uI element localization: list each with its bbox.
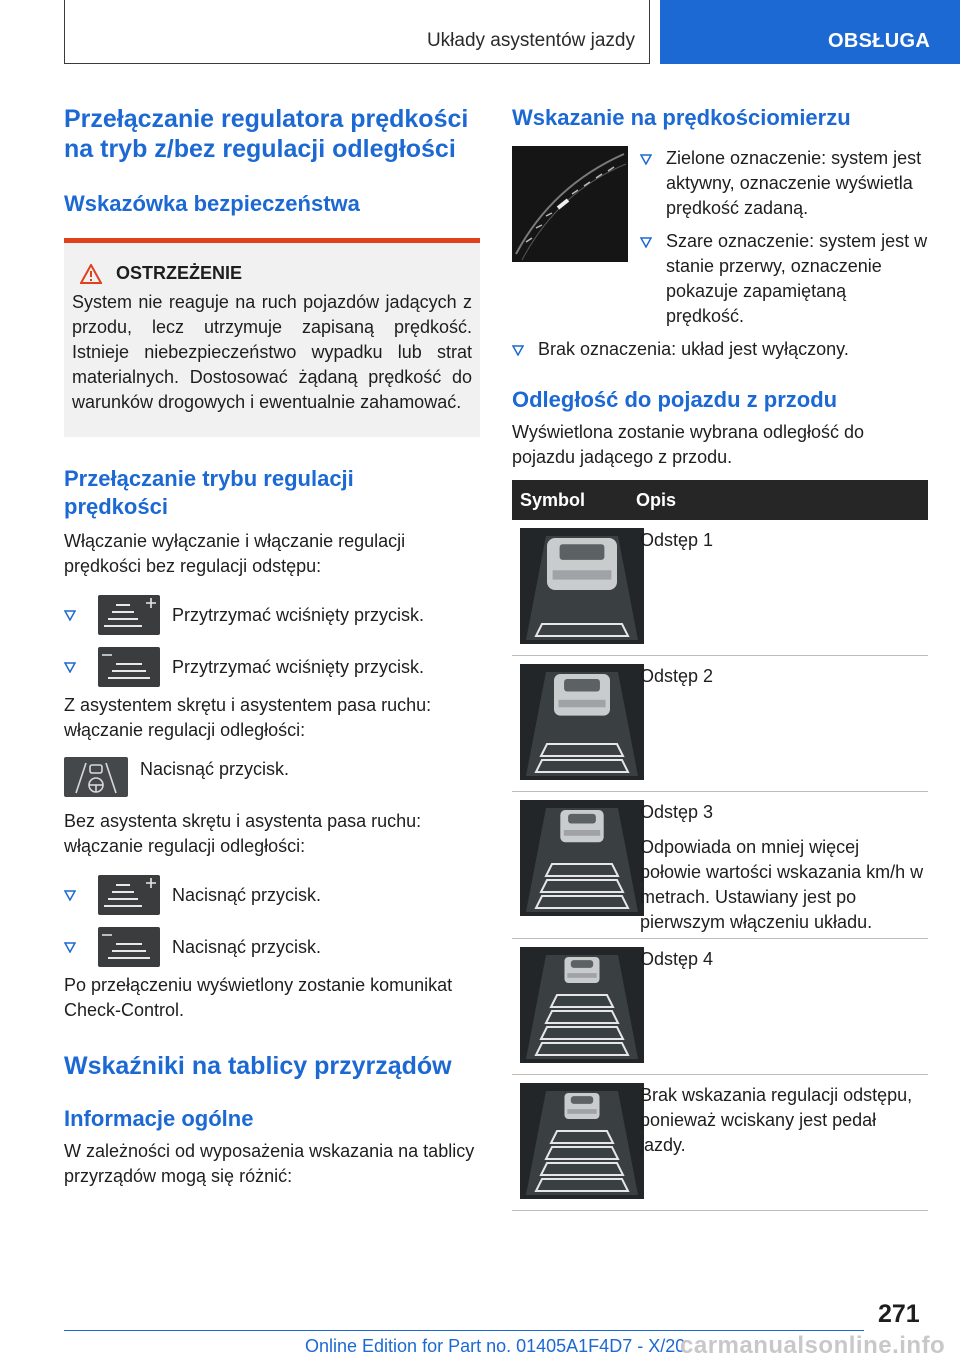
distance-label: Odstęp 4 — [640, 949, 714, 969]
right-column — [512, 104, 928, 1211]
bullet-triangle-icon — [640, 236, 652, 248]
table-row — [512, 656, 928, 792]
para-general: W zależności od wyposażenia wskazania na tablicy przyrządów mogą się różnić: — [64, 1141, 475, 1186]
header-section-tab[interactable]: OBSŁUGA — [660, 0, 960, 64]
bullet-hold-1 — [64, 595, 482, 635]
bullet-none-text: Brak oznaczenia: układ jest wyłączony. — [538, 339, 849, 359]
para-with-assist: Z asystentem skrętu i asystentem pasa ruchu: włączanie regulacji odległości: — [64, 695, 432, 740]
table-row — [512, 939, 928, 1075]
para-mode: Włączanie wyłączanie i włączanie regulacji prędkości bez regulacji odstępu: — [64, 531, 406, 576]
distance-graphic-icon — [520, 664, 644, 780]
distance-label: Odstęp 2 — [640, 666, 714, 686]
bullet-triangle-icon — [64, 661, 76, 673]
bullet-press-1-text: Nacisnąć przycisk. — [172, 884, 322, 905]
heading-mode: Przełączanie trybu regulacji prędkości — [64, 466, 354, 519]
heading-switch-mode: Przełączanie regulatora prędkości na tryb z/bez regulacji odległości — [64, 105, 469, 163]
table-cell-desc — [640, 664, 924, 791]
left-column — [64, 104, 482, 1189]
warning-title: OSTRZEŻENIE — [116, 263, 243, 283]
table-cell-desc — [640, 947, 924, 1074]
distance-table — [512, 480, 928, 1211]
table-header — [512, 480, 928, 520]
bullet-press-2 — [64, 927, 482, 967]
bullet-triangle-icon — [640, 153, 652, 165]
distance-label: Odstęp 3 — [640, 802, 714, 822]
table-row — [512, 792, 928, 939]
warning-triangle-icon — [80, 264, 102, 284]
speedometer-bullets — [640, 146, 928, 329]
table-body — [512, 520, 928, 1211]
steering-assist-button-icon — [64, 757, 128, 797]
table-row — [512, 520, 928, 656]
heading-indicators: Wskaźniki na tablicy przyrządów — [64, 1052, 452, 1080]
bullet-green-text: Zielone oznaczenie: system jest aktywny, oznaczenie wyświetla prędkość zadaną. — [666, 148, 922, 218]
bullet-triangle-icon — [64, 889, 76, 901]
bullet-green — [640, 146, 928, 221]
header-frame — [64, 0, 650, 64]
heading-speedometer: Wskazanie na prędkościomierzu — [512, 105, 851, 130]
footer-rule — [64, 1330, 864, 1331]
distance-minus-button-icon — [98, 927, 160, 967]
heading-safety: Wskazówka bezpieczeństwa — [64, 191, 360, 216]
warning-box — [64, 238, 480, 437]
watermark: carmanualsonline.info — [680, 1332, 946, 1359]
table-col-symbol: Symbol — [520, 489, 586, 510]
table-col-desc: Opis — [636, 489, 677, 510]
bullet-triangle-icon — [64, 609, 76, 621]
distance-graphic-icon — [520, 947, 644, 1063]
para-without-assist: Bez asystenta skrętu i asystenta pasa ruchu: włączanie regulacji odległości: — [64, 811, 422, 856]
bullet-triangle-icon — [512, 344, 524, 356]
distance-plus-button-icon — [98, 595, 160, 635]
distance-label: Odstęp 1 — [640, 530, 714, 550]
para-distance: Wyświetlona zostanie wybrana odległość do pojazdu jadącego z przodu. — [512, 422, 865, 467]
distance-graphic-icon — [520, 800, 644, 916]
heading-general: Informacje ogólne — [64, 1106, 254, 1131]
speedometer-image — [512, 146, 628, 262]
table-cell-desc — [640, 800, 924, 938]
page-number: 271 — [878, 1300, 920, 1328]
distance-graphic-icon — [520, 528, 644, 644]
bullet-triangle-icon — [64, 941, 76, 953]
warning-header — [72, 263, 472, 284]
distance-label: Brak wskazania regulacji odstępu, ponieważ wciskany jest pedał jazdy. — [640, 1085, 913, 1155]
bullet-press-1 — [64, 875, 482, 915]
press-assist-row — [64, 757, 482, 797]
bullet-grey — [640, 229, 928, 329]
distance-minus-button-icon — [98, 647, 160, 687]
distance-plus-button-icon — [98, 875, 160, 915]
table-cell-desc — [640, 528, 924, 655]
bullet-hold-2-text: Przytrzymać wciśnięty przycisk. — [172, 656, 425, 677]
bullet-press-2-text: Nacisnąć przycisk. — [172, 936, 322, 957]
para-after-switch: Po przełączeniu wyświetlony zostanie komunikat Check-Control. — [64, 975, 453, 1020]
footer-edition: Online Edition for Part no. 01405A1F4D7 - X/20 — [305, 1336, 686, 1356]
table-cell-desc — [640, 1083, 924, 1210]
speedometer-block — [512, 146, 928, 329]
distance-note: Odpowiada on mniej więcej połowie wartości wskazania km/h w metrach. Ustawiany jest po pierwszym włączeniu układu. — [640, 837, 924, 932]
table-row — [512, 1075, 928, 1211]
bullet-grey-text: Szare oznaczenie: system jest w stanie przerwy, oznaczenie pokazuje zapamiętaną prędkość. — [666, 231, 928, 326]
heading-distance: Odległość do pojazdu z przodu — [512, 387, 838, 412]
press-assist-text: Nacisnąć przycisk. — [140, 759, 290, 779]
distance-graphic-icon — [520, 1083, 644, 1199]
bullet-hold-2 — [64, 647, 482, 687]
header-section-title: Układy asystentów jazdy — [426, 30, 635, 51]
bullet-none — [512, 337, 928, 362]
warning-text: System nie reaguje na ruch pojazdów jadących z przodu, lecz utrzymuje zapisaną prędkość. Istnieje niebezpieczeństwo wypadku lub strat materialnych. Dostosować żądaną prędkość do warunków drogowych i ewentualnie zahamować. — [72, 292, 472, 412]
bullet-hold-1-text: Przytrzymać wciśnięty przycisk. — [172, 604, 425, 625]
